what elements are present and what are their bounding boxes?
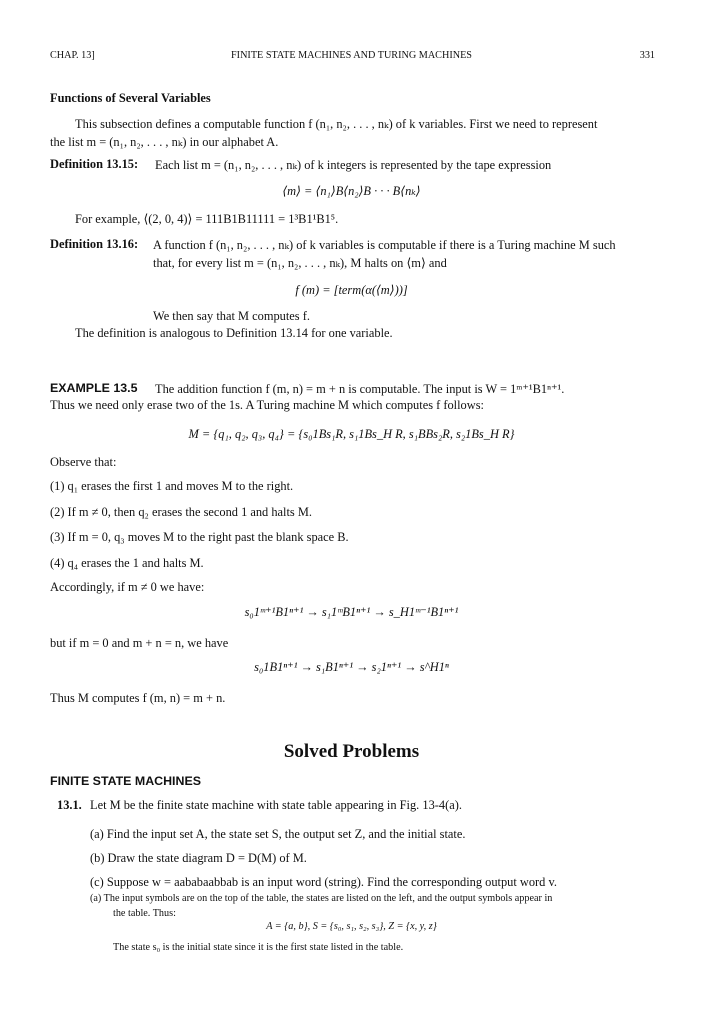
- problem-statement: Let M be the finite state machine with state table appearing in Fig. 13-4(a).: [90, 798, 462, 812]
- answer-line-1: (a) The input symbols are on the top of the table, the states are listed on the left, and the output symbols appear in: [90, 893, 553, 904]
- answer-initial-state: The state s₀ is the initial state since it is the first state listed in the table.: [113, 942, 404, 953]
- computation-chain-2: s₀1B1ⁿ⁺¹ → s₁B1ⁿ⁺¹ → s₂1ⁿ⁺¹ → s^H1ⁿ: [254, 660, 449, 674]
- subsection-paragraph-line1: This subsection defines a computable function f (n₁, n₂, . . . , nₖ) of k variables. First we need to represent: [75, 117, 598, 131]
- problem-part-c: (c) Suppose w = aababaabbab is an input word (string). Find the corresponding output word v.: [90, 875, 557, 889]
- solved-problems-title: Solved Problems: [283, 741, 420, 762]
- computation-chain-1: s₀1ᵐ⁺¹B1ⁿ⁺¹ → s₁1ᵐB1ⁿ⁺¹ → s_H1ᵐ⁻¹B1ⁿ⁺¹: [244, 605, 459, 619]
- section-heading-fsm: FINITE STATE MACHINES: [50, 774, 201, 788]
- observation-item-3: (3) If m = 0, q₃ moves M to the right past the blank space B.: [50, 530, 349, 544]
- observation-item-1: (1) q₁ erases the first 1 and moves M to the right.: [50, 479, 294, 493]
- page-number: 331: [639, 50, 655, 61]
- observation-item-4: (4) q₄ erases the 1 and halts M.: [50, 556, 204, 570]
- subsection-heading: Functions of Several Variables: [50, 91, 211, 105]
- example-13-5-label: EXAMPLE 13.5: [50, 381, 138, 395]
- definition-13-15-formula: ⟨m⟩ = ⟨n₁⟩B⟨n₂⟩B · · · B⟨nₖ⟩: [282, 184, 421, 198]
- definition-13-15-example: For example, ⟨(2, 0, 4)⟩ = 111B1B11111 = 1³B1¹B1⁵.: [75, 212, 339, 226]
- running-head-chapter: CHAP. 13]: [50, 50, 95, 61]
- definition-13-15-text: Each list m = (n₁, n₂, . . . , nₖ) of k integers is represented by the tape expression: [155, 158, 552, 172]
- example-conclusion: Thus M computes f (m, n) = m + n.: [50, 691, 226, 705]
- turing-machine-definition: M = {q₁, q₂, q₃, q₄} = {s₀1Bs₁R, s₁1Bs_H R, s₁BBs₂R, s₂1Bs_H R}: [188, 427, 515, 441]
- observation-item-2: (2) If m ≠ 0, then q₂ erases the second 1 and halts M.: [50, 505, 312, 519]
- example-13-5-line2: Thus we need only erase two of the 1s. A Turing machine M which computes f follows:: [50, 398, 484, 412]
- definition-13-16-formula: f (m) = [term(α(⟨m⟩))]: [295, 283, 408, 297]
- definition-analogy-note: The definition is analogous to Definition 13.14 for one variable.: [75, 326, 393, 340]
- definition-13-16-line2: that, for every list m = (n₁, n₂, . . . , nₖ), M halts on ⟨m⟩ and: [153, 256, 447, 270]
- answer-line-2: the table. Thus:: [113, 908, 176, 919]
- subsection-paragraph-line2: the list m = (n₁, n₂, . . . , nₖ) in our alphabet A.: [50, 135, 279, 149]
- definition-13-16-after: We then say that M computes f.: [153, 309, 310, 323]
- definition-13-16-line1: A function f (n₁, n₂, . . . , nₖ) of k variables is computable if there is a Turing machine M such: [153, 238, 616, 252]
- problem-part-a: (a) Find the input set A, the state set S, the output set Z, and the initial state.: [90, 827, 466, 841]
- example-13-5-line1: The addition function f (m, n) = m + n is computable. The input is W = 1ᵐ⁺¹B1ⁿ⁺¹.: [155, 382, 565, 396]
- problem-part-b: (b) Draw the state diagram D = D(M) of M.: [90, 851, 307, 865]
- definition-13-16-label: Definition 13.16:: [50, 237, 139, 251]
- but-if-text: but if m = 0 and m + n = n, we have: [50, 636, 229, 650]
- running-head-title: FINITE STATE MACHINES AND TURING MACHINES: [231, 50, 472, 61]
- answer-sets: A = {a, b}, S = {s₀, s₁, s₂, s₃}, Z = {x, y, z}: [266, 921, 437, 932]
- accordingly-text: Accordingly, if m ≠ 0 we have:: [50, 580, 205, 594]
- problem-number: 13.1.: [57, 798, 82, 812]
- observe-label: Observe that:: [50, 455, 117, 469]
- definition-13-15-label: Definition 13.15:: [50, 157, 139, 171]
